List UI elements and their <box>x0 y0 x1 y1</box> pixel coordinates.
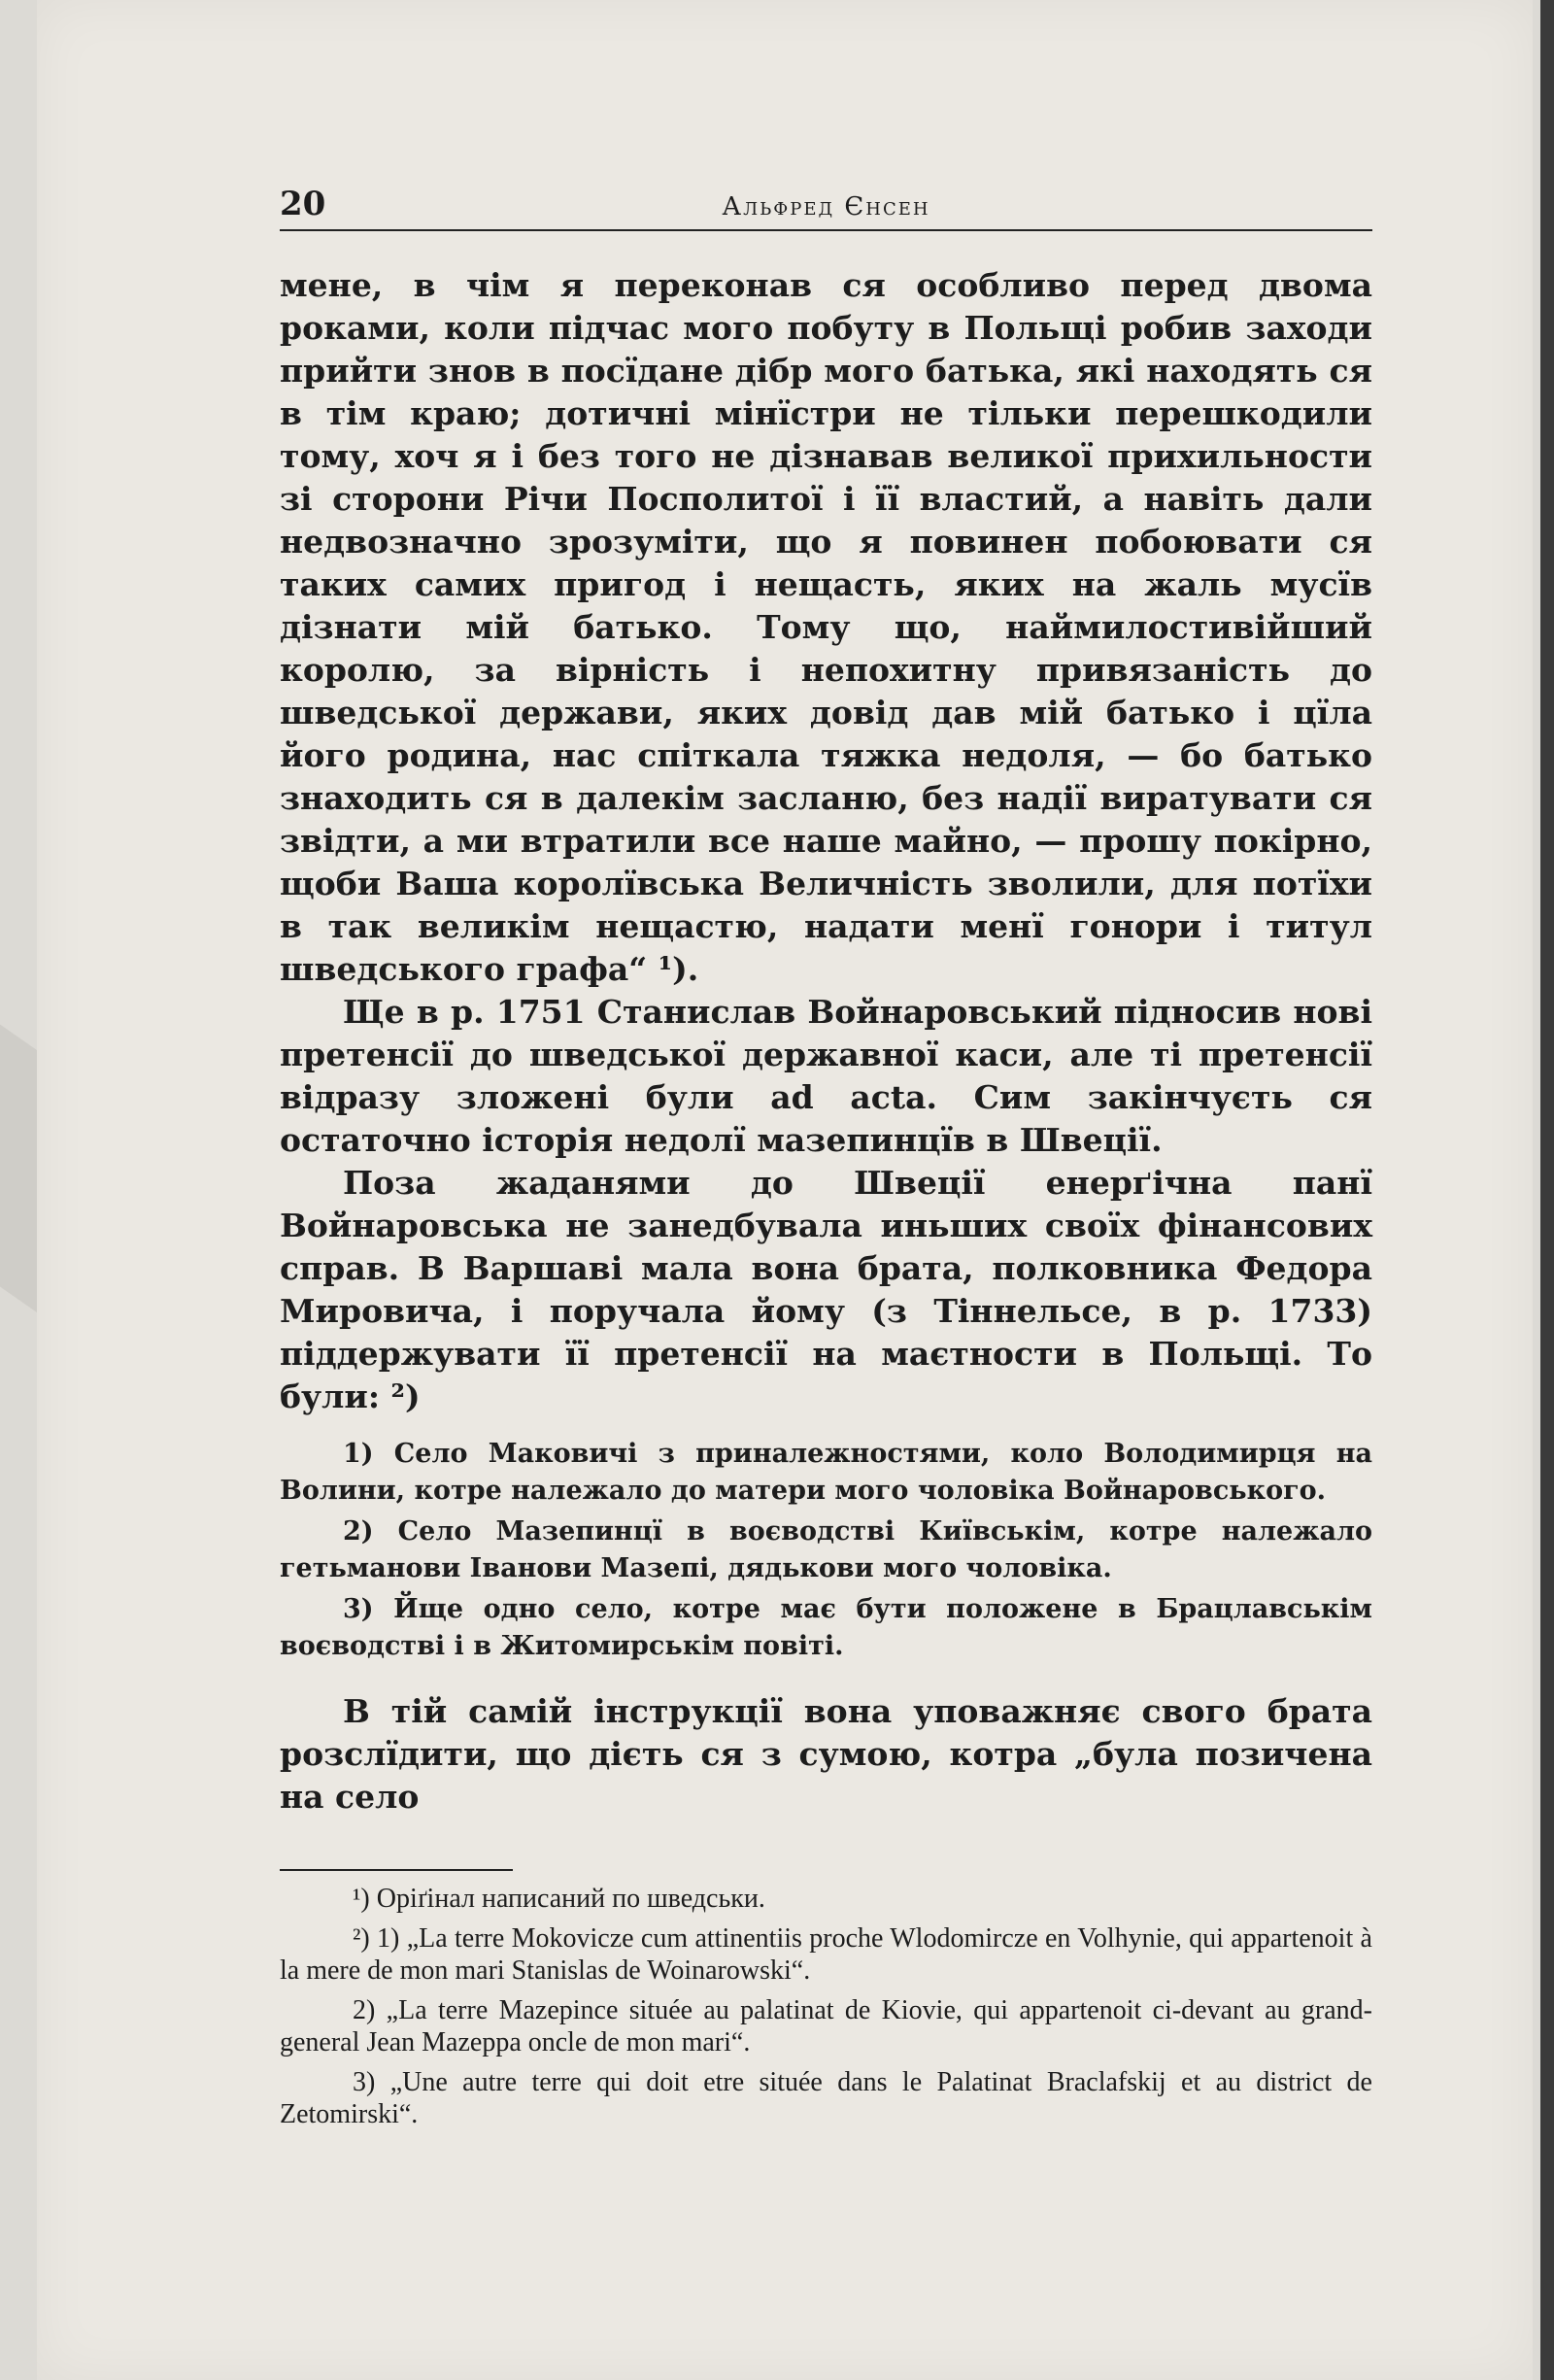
footnote: ²) 1) „La terre Mokovicze cum attinentiis proche Wlodomircze en Volhynie, qui appartenoit à la mere de mon mari Stanislas de Woinarowski“. <box>280 1923 1372 1986</box>
list-item: 1) Село Маковичі з приналежностями, коло Володимирця на Волини, котре належало до матери мого чоловіка Войнаровського. <box>280 1439 1372 1506</box>
running-head <box>280 185 1372 231</box>
footnote: 3) „Une autre terre qui doit etre située dans le Palatinat Braclafskij et au district de Zetomirski“. <box>280 2067 1372 2129</box>
body-text <box>280 264 1372 1819</box>
book-page <box>37 0 1533 2380</box>
page-number: 20 <box>280 185 326 223</box>
paragraph: Ще в р. 1751 Станислав Войнаровський підносив нові претенсії до шведської державної каси, але ті претенсії відразу зложені були ad acta. Сим закінчуєть ся остаточно історія недолї мазепинцїв в Швеції. <box>280 993 1372 1159</box>
paragraph: мене, в чім я переконав ся особливо перед двома роками, коли підчас мого побуту в Польщі робив заходи прийти знов в посїдане дібр мого батька, які находять ся в тім краю; дотичні мінїстри не тільки перешкодили тому, хоч я і без того не дізнавав великої прихильности зі сторони Річи Посполитої і її властий, а навіть дали недвозначно зрозуміти, що я повинен побоювати ся таких самих пригод і нещасть, яких на жаль мусїв дізнати мій батько. Тому що, наймилостивійший королю, за вірність і непохитну привязаність до шведської держави, яких довід дав мій батько і цїла його родина, нас спіткала тяжка недоля, — бо батько знаходить ся в далекім засланю, без надії виратувати ся звідти, а ми втратили все наше майно, — прошу покірно, щоби Ваша королївська Величність зволили, для потїхи в так великім нещастю, надати менї гонори і титул шведського графа“ ¹). <box>280 266 1372 988</box>
list-item: 3) Йще одно село, котре має бути положене в Брацлавськім воєводстві і в Житомирськім повіті. <box>280 1594 1372 1661</box>
paragraph: Поза жаданями до Швеції енерґічна панї Войнаровська не занедбувала иньших своїх фінансових справ. В Варшаві мала вона брата, полковника Федора Мировича, і поручала йому (з Тіннельсе, в р. 1733) піддержувати її претенсії на маєтности в Польщі. То були: ²) <box>280 1164 1372 1415</box>
paragraph: В тій самій інструкції вона уповажняє свого брата розслїдити, що дієть ся з сумою, котра „була позичена на село <box>280 1692 1372 1816</box>
binding-edge <box>1540 0 1554 2380</box>
list-item: 2) Село Мазепинцї в воєводстві Київськім, котре належало гетьманови Іванови Мазепі, дядькови мого чоловіка. <box>280 1516 1372 1583</box>
footnote-rule <box>280 1869 513 1871</box>
estate-list <box>280 1436 1372 1665</box>
footnotes <box>280 1883 1372 2130</box>
running-title: Альфред Єнсен <box>722 192 930 221</box>
page-content <box>280 185 1372 2138</box>
footnote: ¹) Оріґінал написаний по шведськи. <box>353 1884 765 1914</box>
footnote: 2) „La terre Mazepince située au palatinat de Kiovie, qui appartenoit ci-devant au grand-general Jean Mazeppa oncle de mon mari“. <box>280 1995 1372 2057</box>
